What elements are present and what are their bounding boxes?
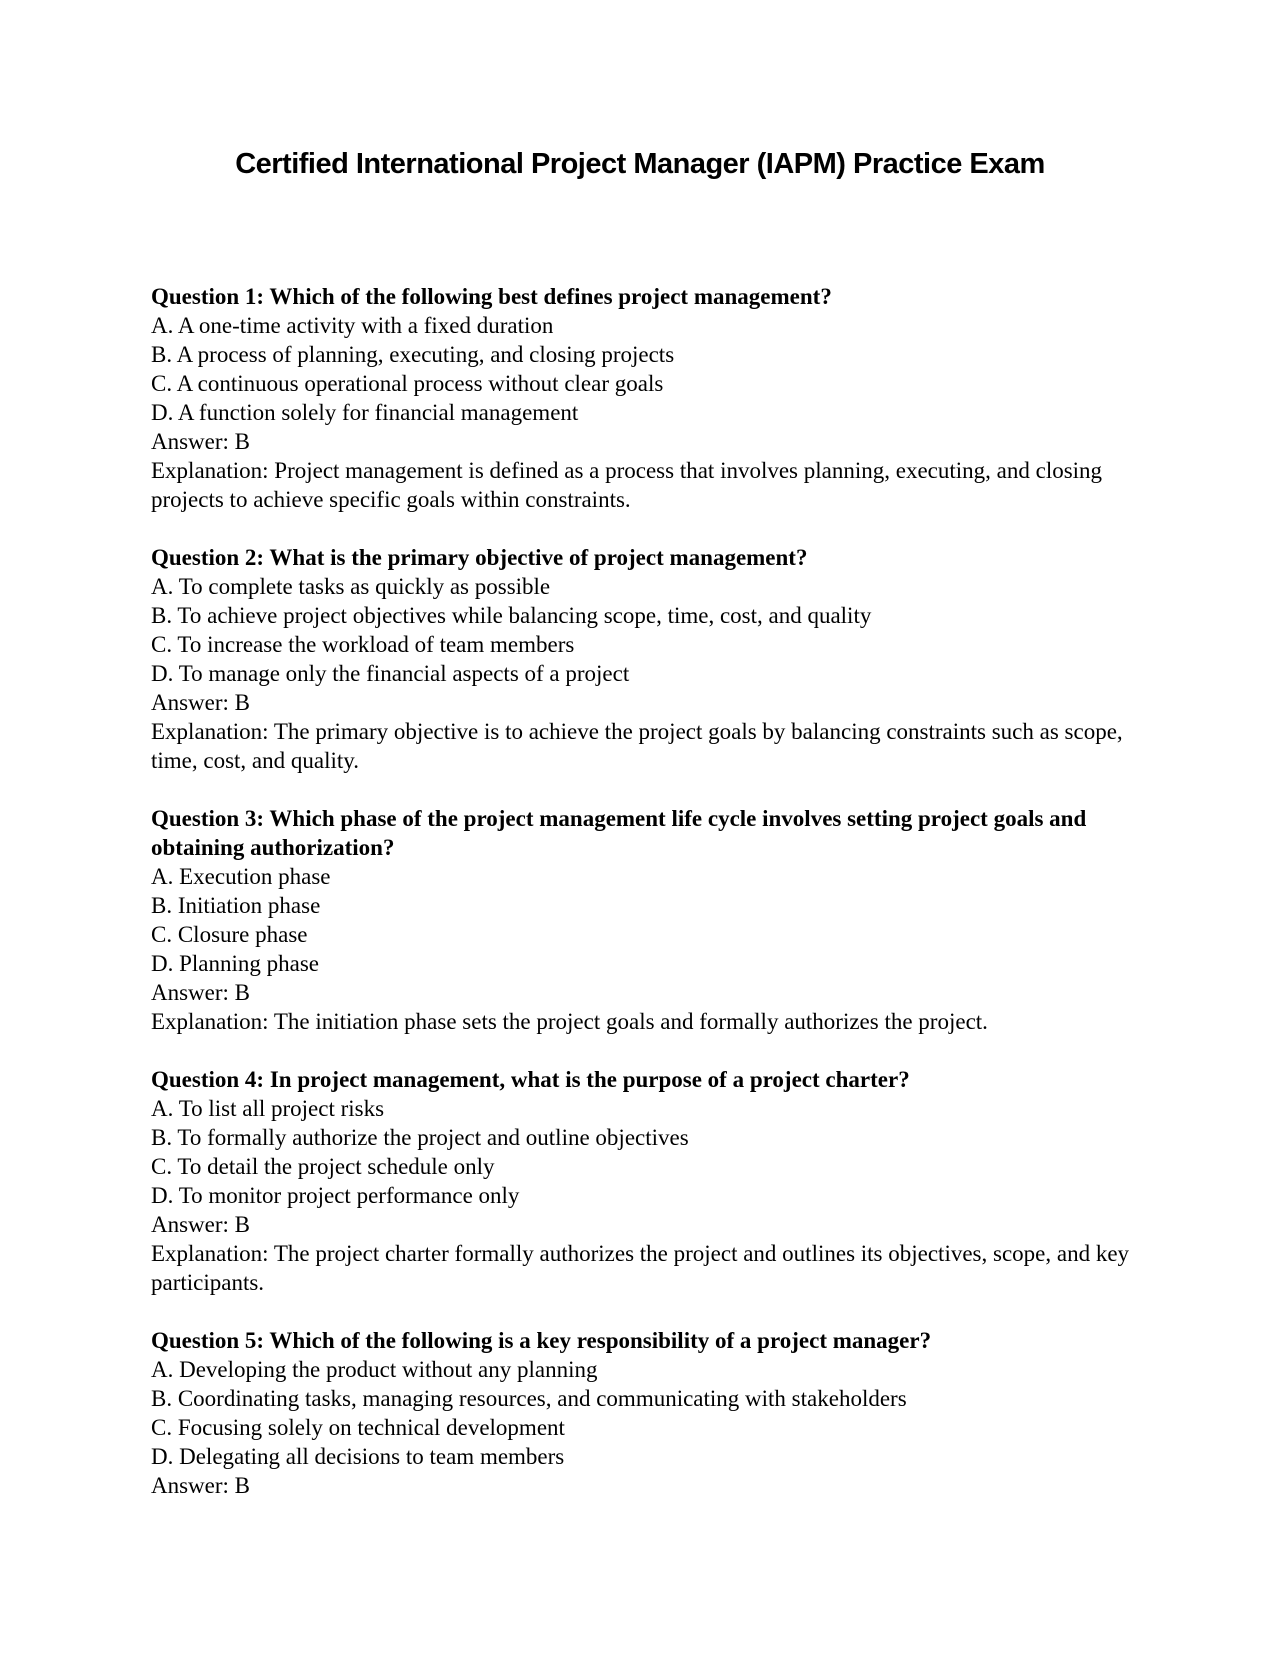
explanation: Explanation: The primary objective is to achieve the project goals by balancing constraints such as scope, time, cost, and quality. <box>151 719 1123 773</box>
option-a: A. To list all project risks <box>151 1096 385 1121</box>
option-b: B. Coordinating tasks, managing resources, and communicating with stakeholders <box>151 1386 907 1411</box>
option-b: B. To achieve project objectives while balancing scope, time, cost, and quality <box>151 603 872 628</box>
option-c: C. To detail the project schedule only <box>151 1154 495 1179</box>
question-3 <box>151 804 1141 1036</box>
option-c: C. To increase the workload of team members <box>151 632 575 657</box>
answer: Answer: B <box>151 1212 251 1237</box>
question-5 <box>151 1326 1141 1500</box>
option-c: C. A continuous operational process without clear goals <box>151 371 664 396</box>
question-4 <box>151 1065 1141 1297</box>
option-a: A. To complete tasks as quickly as possible <box>151 574 551 599</box>
answer: Answer: B <box>151 1473 251 1498</box>
option-d: D. Delegating all decisions to team members <box>151 1444 565 1469</box>
answer: Answer: B <box>151 980 251 1005</box>
option-a: A. Developing the product without any planning <box>151 1357 598 1382</box>
question-2 <box>151 543 1141 775</box>
question-heading: Question 4: In project management, what is the purpose of a project charter? <box>151 1067 910 1092</box>
option-c: C. Focusing solely on technical development <box>151 1415 565 1440</box>
answer: Answer: B <box>151 429 251 454</box>
question-heading: Question 2: What is the primary objective of project management? <box>151 545 808 570</box>
explanation: Explanation: Project management is defined as a process that involves planning, executing, and closing projects to achieve specific goals within constraints. <box>151 458 1103 512</box>
question-1 <box>151 282 1141 514</box>
option-d: D. Planning phase <box>151 951 320 976</box>
option-b: B. A process of planning, executing, and closing projects <box>151 342 675 367</box>
question-heading: Question 3: Which phase of the project management life cycle involves setting project goals and obtaining authorization? <box>151 806 1087 860</box>
answer: Answer: B <box>151 690 251 715</box>
option-a: A. Execution phase <box>151 864 331 889</box>
question-heading: Question 5: Which of the following is a key responsibility of a project manager? <box>151 1328 932 1353</box>
option-d: D. To manage only the financial aspects of a project <box>151 661 630 686</box>
explanation: Explanation: The project charter formally authorizes the project and outlines its objectives, scope, and key participants. <box>151 1241 1130 1295</box>
explanation: Explanation: The initiation phase sets the project goals and formally authorizes the project. <box>151 1009 988 1034</box>
option-c: C. Closure phase <box>151 922 308 947</box>
option-d: D. A function solely for financial management <box>151 400 579 425</box>
question-list <box>151 282 1141 1529</box>
page-title: Certified International Project Manager (IAPM) Practice Exam <box>235 148 1045 180</box>
option-d: D. To monitor project performance only <box>151 1183 520 1208</box>
option-b: B. Initiation phase <box>151 893 321 918</box>
option-b: B. To formally authorize the project and outline objectives <box>151 1125 689 1150</box>
option-a: A. A one-time activity with a fixed duration <box>151 313 554 338</box>
question-heading: Question 1: Which of the following best defines project management? <box>151 284 832 309</box>
